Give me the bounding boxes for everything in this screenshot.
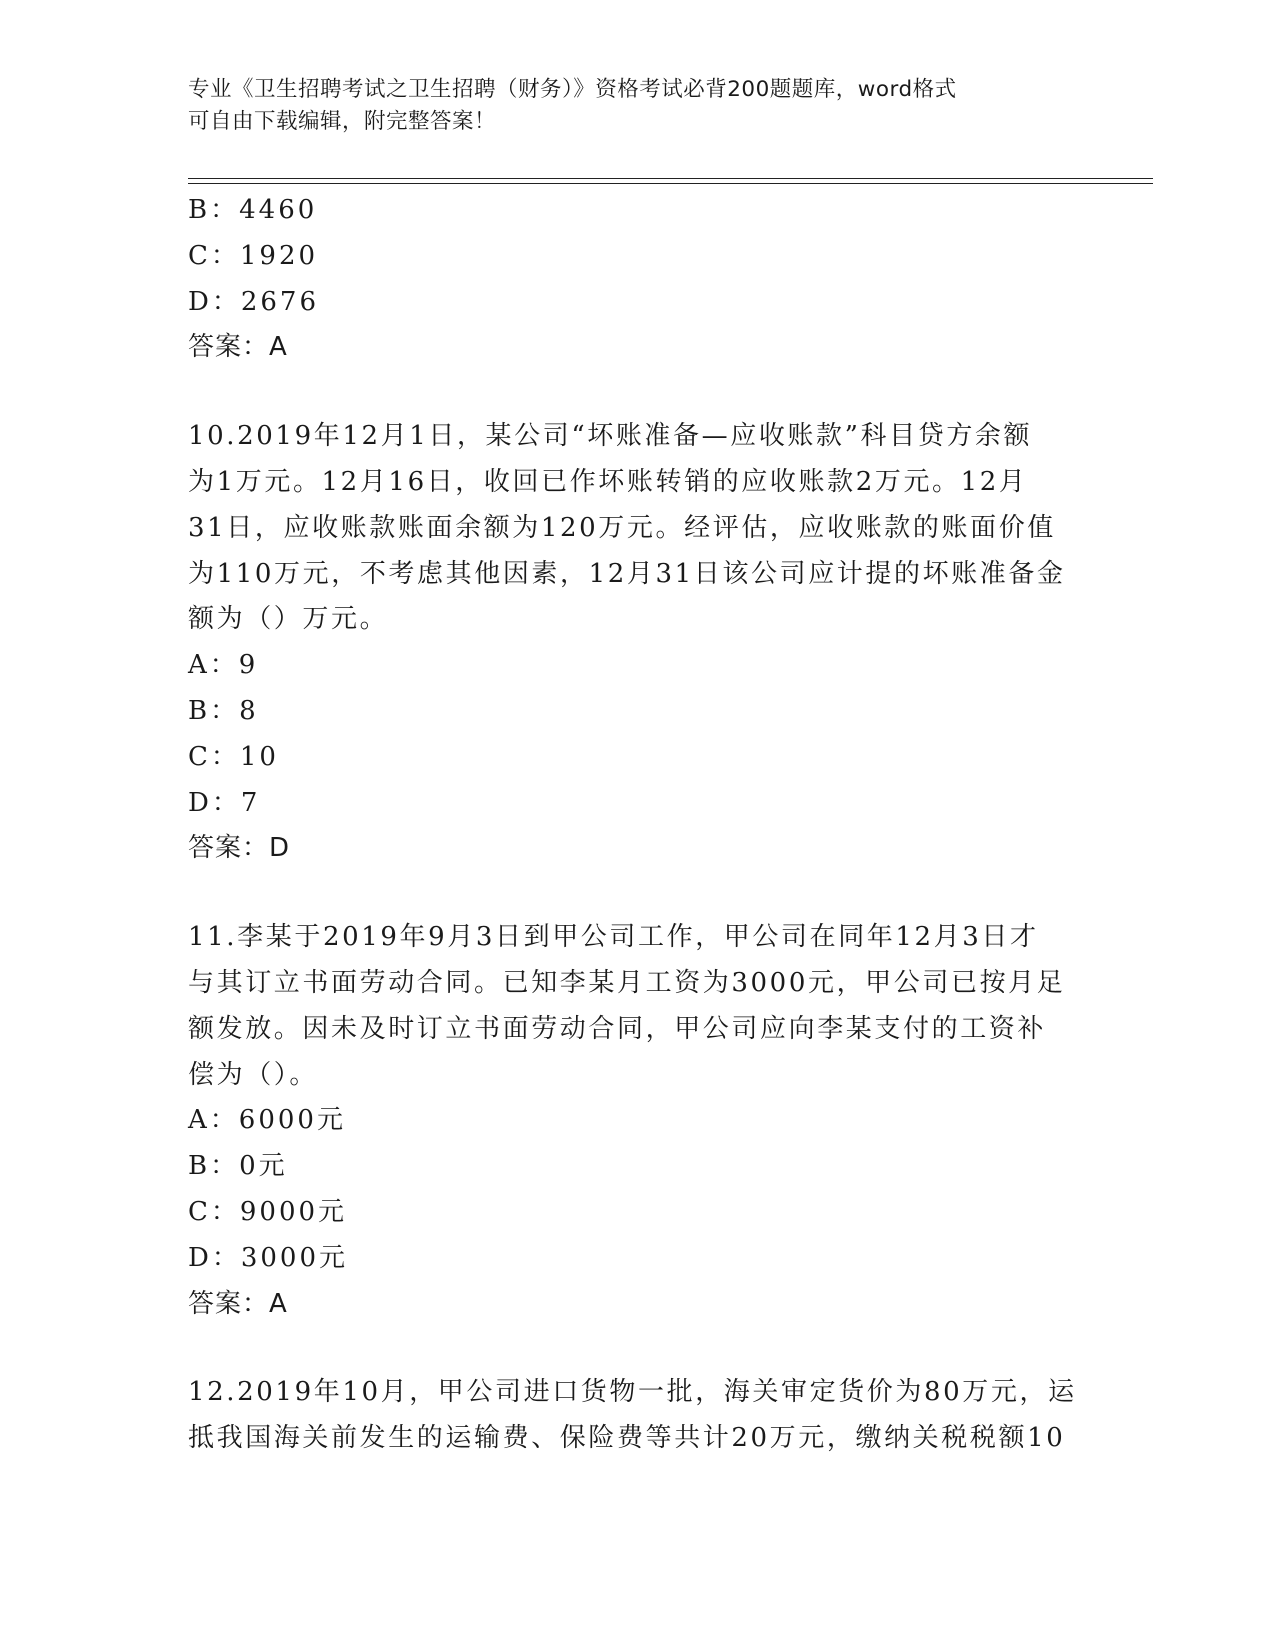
option-a: A：9: [188, 650, 259, 681]
question-text-line: 额为（）万元。: [188, 604, 389, 635]
question-text-line: 31日，应收账款账面余额为120万元。经评估，应收账款的账面价值: [188, 512, 1056, 543]
document-body: [188, 188, 1088, 1462]
option-c: C：1920: [188, 240, 319, 271]
header-divider: [188, 178, 1153, 184]
question-12: [188, 1370, 1088, 1462]
question-text: [188, 915, 1088, 1098]
question-text: [188, 414, 1088, 643]
option-d: D：2676: [188, 286, 320, 317]
question-text-line: 10.2019年12月1日，某公司“坏账准备—应收账款”科目贷方余额: [188, 421, 1033, 452]
question-text: [188, 1370, 1088, 1462]
option-c: C：10: [188, 741, 279, 772]
option-a: A：6000元: [188, 1105, 346, 1136]
question-text-line: 为1万元。12月16日，收回已作坏账转销的应收账款2万元。12月: [188, 466, 1028, 497]
option-c: C：9000元: [188, 1196, 348, 1227]
answer-line: 答案：A: [188, 1288, 288, 1319]
question-9-tail: [188, 188, 1088, 371]
answer-line: 答案：A: [188, 332, 288, 363]
answer-line: 答案：D: [188, 833, 291, 864]
question-text-line: 与其订立书面劳动合同。已知李某月工资为3000元，甲公司已按月足: [188, 967, 1066, 998]
option-d: D：7: [188, 787, 261, 818]
question-text-line: 11.李某于2019年9月3日到甲公司工作，甲公司在同年12月3日才: [188, 922, 1039, 953]
question-text-line: 偿为（）。: [188, 1059, 319, 1090]
question-11: [188, 915, 1088, 1327]
option-b: B：4460: [188, 195, 318, 225]
page-header: [188, 74, 1088, 138]
option-b: B：8: [188, 695, 259, 726]
option-b: B：0元: [188, 1151, 288, 1182]
question-text-line: 为110万元，不考虑其他因素，12月31日该公司应计提的坏账准备金: [188, 558, 1066, 589]
header-title-line-1: 专业《卫生招聘考试之卫生招聘（财务）》资格考试必背200题题库，word格式: [188, 77, 957, 102]
header-title-line-2: 可自由下载编辑，附完整答案！: [188, 109, 497, 134]
question-10: [188, 414, 1088, 872]
option-d: D：3000元: [188, 1242, 349, 1273]
question-text-line: 12.2019年10月，甲公司进口货物一批，海关审定货价为80万元，运: [188, 1377, 1077, 1408]
question-text-line: 抵我国海关前发生的运输费、保险费等共计20万元，缴纳关税税额10: [188, 1423, 1066, 1454]
question-text-line: 额发放。因未及时订立书面劳动合同，甲公司应向李某支付的工资补: [188, 1013, 1047, 1044]
